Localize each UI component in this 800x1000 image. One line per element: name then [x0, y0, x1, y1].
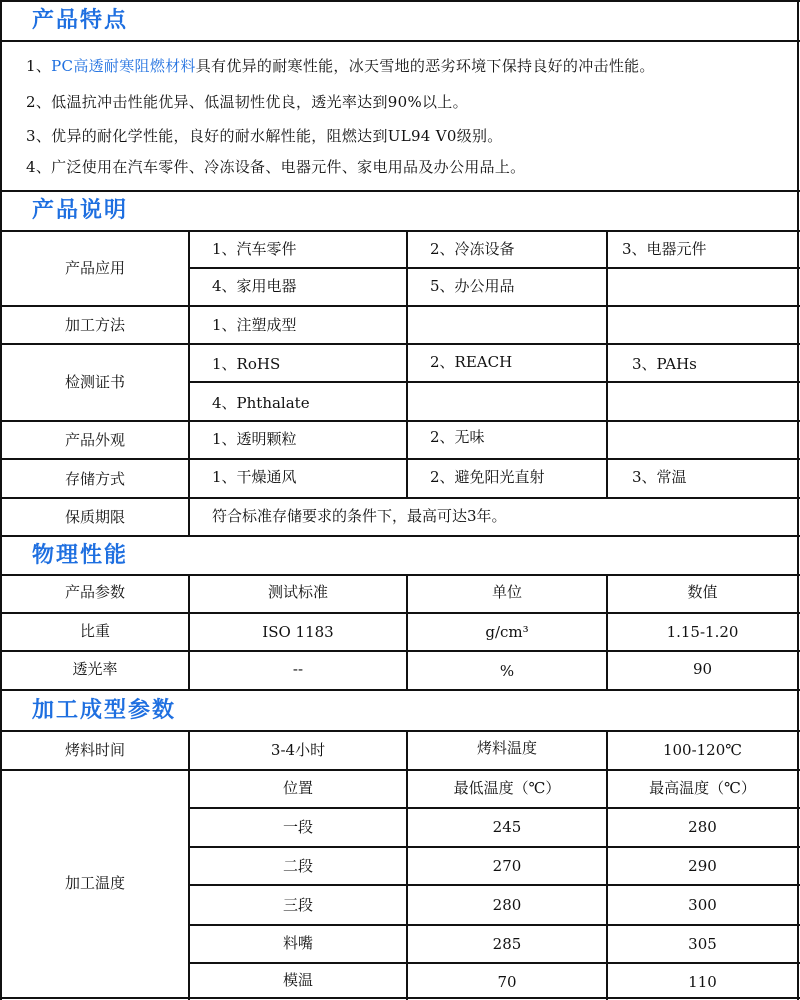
row-divider	[188, 267, 800, 269]
certificate-item: 3、PAHs	[632, 355, 697, 373]
processing-temp-label: 加工温度	[64, 874, 125, 892]
temp-position: 三段	[282, 896, 313, 914]
divider	[0, 730, 800, 732]
physical-cell: 1.15-1.20	[666, 623, 739, 641]
feature-text: 广泛使用在汽车零件、冷冻设备、电器元件、家电用品及办公用品上。	[51, 158, 526, 176]
border-top	[0, 0, 800, 2]
application-item: 1、汽车零件	[212, 240, 297, 258]
divider	[0, 190, 800, 192]
row-divider	[188, 962, 800, 964]
temp-header: 最高温度（℃）	[649, 779, 756, 797]
physical-header: 数值	[687, 583, 718, 601]
feature-text: 具有优异的耐寒性能，冰天雪地的恶劣环境下保持良好的冲击性能。	[195, 57, 655, 75]
physical-cell: 90	[692, 660, 713, 678]
temp-header: 最低温度（℃）	[453, 779, 561, 797]
temp-min: 245	[492, 818, 522, 836]
divider	[0, 574, 800, 576]
divider	[0, 230, 800, 232]
feature-text: 低温抗冲击性能优异、低温韧性优良，透光率达到90%以上。	[51, 93, 468, 111]
row-label-shelf-life: 保质期限	[64, 508, 125, 526]
row-divider	[0, 650, 800, 652]
row-divider	[0, 420, 800, 422]
feature-item-4	[26, 160, 525, 175]
row-label-application: 产品应用	[64, 259, 125, 277]
temp-position: 料嘴	[282, 934, 313, 952]
temp-max: 290	[688, 857, 717, 875]
appearance-item: 2、无味	[430, 428, 485, 446]
section-title-processing: 加工成型参数	[32, 698, 177, 723]
border-bottom	[0, 997, 800, 999]
certificate-item: 2、REACH	[430, 353, 513, 371]
row-divider	[0, 689, 800, 691]
drying-time-value: 3-4小时	[270, 741, 326, 759]
row-divider	[0, 497, 800, 499]
physical-cell: 比重	[79, 622, 110, 640]
storage-item: 2、避免阳光直射	[430, 468, 545, 486]
drying-time-label: 烤料时间	[64, 741, 125, 759]
border-left	[0, 0, 2, 1000]
temp-min: 270	[492, 857, 522, 875]
physical-cell: --	[292, 660, 304, 678]
row-divider	[0, 535, 800, 537]
feature-number: 1、	[26, 57, 52, 75]
row-divider	[0, 769, 800, 771]
method-item: 1、注塑成型	[212, 316, 297, 334]
temp-max: 305	[688, 935, 717, 953]
row-label-appearance: 产品外观	[64, 431, 125, 449]
feature-item-3	[26, 129, 503, 144]
physical-cell: g/cm³	[485, 623, 529, 641]
divider	[0, 40, 800, 42]
feature-number: 4、	[26, 158, 52, 176]
feature-text: 优异的耐化学性能，良好的耐水解性能，阻燃达到UL94 V0级别。	[51, 127, 503, 145]
application-item: 4、家用电器	[212, 277, 297, 295]
drying-temp-label: 烤料温度	[476, 739, 537, 757]
temp-position: 模温	[282, 971, 313, 989]
temp-header: 位置	[282, 779, 313, 797]
row-divider	[0, 343, 800, 345]
temp-max: 110	[688, 973, 717, 991]
row-label-certificates: 检测证书	[64, 373, 125, 391]
application-item: 5、办公用品	[430, 277, 515, 295]
row-divider	[0, 612, 800, 614]
temp-min: 280	[492, 896, 522, 914]
row-divider	[0, 458, 800, 460]
temp-max: 300	[688, 896, 717, 914]
physical-cell: %	[499, 662, 515, 680]
temp-position: 一段	[282, 818, 313, 836]
physical-header: 测试标准	[267, 583, 328, 601]
section-title-features: 产品特点	[32, 8, 129, 33]
physical-header: 产品参数	[64, 583, 125, 601]
certificate-item: 4、Phthalate	[212, 394, 310, 412]
storage-item: 3、常温	[632, 468, 687, 486]
section-title-description: 产品说明	[32, 198, 129, 223]
row-divider	[188, 884, 800, 886]
temp-position: 二段	[282, 857, 313, 875]
drying-temp-value: 100-120℃	[662, 741, 743, 759]
row-divider	[188, 846, 800, 848]
feature-item-1	[26, 59, 655, 74]
feature-number: 2、	[26, 93, 52, 111]
product-name-highlight: PC高透耐寒阻燃材料	[51, 57, 196, 75]
application-item: 2、冷冻设备	[430, 240, 515, 258]
physical-cell: ISO 1183	[262, 623, 334, 641]
row-divider	[188, 924, 800, 926]
border-right	[797, 0, 799, 1000]
application-item: 3、电器元件	[622, 240, 707, 258]
physical-header: 单位	[491, 583, 522, 601]
certificate-item: 1、RoHS	[212, 355, 281, 373]
feature-item-2	[26, 95, 468, 110]
section-title-physical: 物理性能	[32, 543, 129, 568]
feature-number: 3、	[26, 127, 52, 145]
row-label-method: 加工方法	[64, 316, 125, 334]
storage-item: 1、干燥通风	[212, 468, 297, 486]
appearance-item: 1、透明颗粒	[212, 430, 297, 448]
shelf-life-text: 符合标准存储要求的条件下，最高可达3年。	[212, 507, 507, 525]
temp-min: 285	[492, 935, 522, 953]
physical-cell: 透光率	[72, 660, 118, 678]
temp-min: 70	[497, 973, 517, 991]
row-divider	[188, 381, 800, 383]
row-label-storage: 存储方式	[64, 470, 125, 488]
row-divider	[0, 305, 800, 307]
temp-max: 280	[688, 818, 717, 836]
col-divider	[188, 230, 190, 537]
row-divider	[188, 807, 800, 809]
